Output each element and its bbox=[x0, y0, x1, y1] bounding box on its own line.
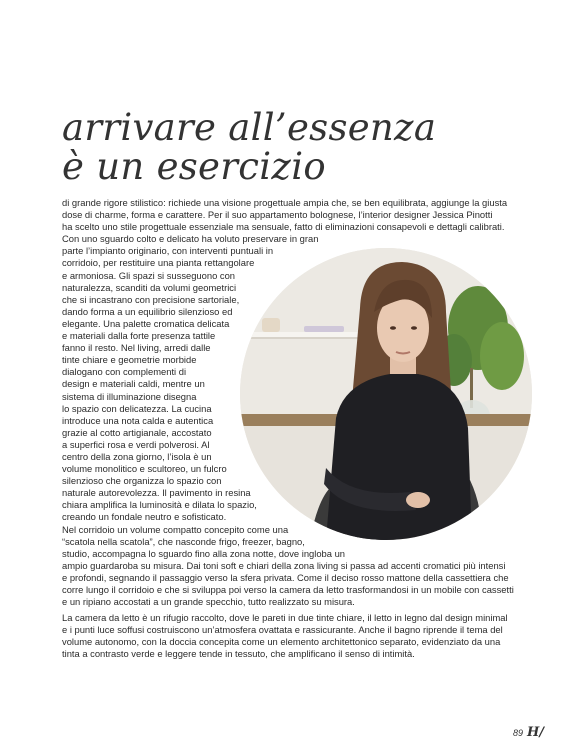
body-line: corridoio, per restituire una pianta rettangolare bbox=[62, 257, 255, 269]
body-line: introduce una nota calda e autentica bbox=[62, 414, 214, 426]
body-line: centro della zona giorno, l’isola è un bbox=[62, 450, 212, 462]
body-line: dialogano con complementi di bbox=[62, 366, 187, 378]
body-line: dose di charme, forma e carattere. Per il suo appartamento bolognese, l’interior designer Jessica Pinotti bbox=[62, 209, 493, 221]
title-line-1: arrivare all’essenza bbox=[62, 106, 437, 149]
body-line: Nel corridoio un volume compatto concepito come una bbox=[62, 523, 289, 535]
body-line: fanno il resto. Nel living, arredi dalle bbox=[62, 342, 211, 354]
body-line: sistema di illuminazione disegna bbox=[62, 390, 197, 402]
body-line: Con uno sguardo colto e delicato ha voluto preservare in gran bbox=[62, 233, 319, 245]
body-line: volume monolitico e scultoreo, un fulcro bbox=[62, 463, 227, 475]
body-line: design e materiali caldi, mentre un bbox=[62, 378, 205, 390]
body-line: parte l’impianto originario, con interventi puntuali in bbox=[62, 245, 274, 257]
body-line: “scatola nella scatola”, che nasconde frigo, freezer, bagno, bbox=[62, 535, 305, 547]
body-line: che si incastrano con precisione sartoriale, bbox=[62, 293, 240, 305]
body-line: e profondi, segnando il passaggio verso la sfera privata. Come il deciso rosso mattone della cassettiera che bbox=[62, 571, 509, 583]
body-line: elegante. Una palette cromatica delicata bbox=[62, 317, 230, 329]
body-line: di grande rigore stilistico: richiede una visione progettuale ampia che, se ben equilibrata, aggiunge la giusta bbox=[62, 197, 508, 208]
body-line: grazie al cotto artigianale, accostato bbox=[62, 426, 212, 438]
article-title bbox=[62, 108, 542, 186]
body-line: ha scelto uno stile progettuale essenziale ma sensuale, fatto di eliminazioni consapevoli e dettagli calibrati. bbox=[62, 221, 505, 233]
body-line: naturalezza, scanditi da volumi geometrici bbox=[62, 281, 237, 293]
body-line: volume autonomo, con la doccia concepita come un elemento architettonico separato, evidenziato da una bbox=[62, 636, 501, 648]
body-line: corre lungo il corridoio e che si sviluppa poi verso la camera da letto trasformandosi in un mobile con cassetti bbox=[62, 584, 514, 595]
body-line: e i punti luce soffusi costruiscono un’atmosfera ovattata e rassicurante. Anche il bagno riprende il tema del bbox=[62, 624, 503, 636]
article-body bbox=[62, 197, 522, 661]
body-line: ampio guardaroba su misura. Dai toni soft e chiari della zona living si passa ad accenti cromatici più intensi bbox=[62, 559, 506, 571]
body-line: lo spazio con delicatezza. La cucina bbox=[62, 402, 212, 414]
body-line: dando forma a un equilibrio silenzioso ed bbox=[62, 305, 233, 317]
body-line: chiara amplifica la luminosità e dilata lo spazio, bbox=[62, 499, 257, 511]
body-line: silenzioso che organizza lo spazio con bbox=[62, 475, 222, 487]
body-line: a superfici rosa e verdi polverosi. Al bbox=[62, 438, 210, 450]
title-line-2: è un esercizio bbox=[62, 145, 326, 188]
body-line: studio, accompagna lo sguardo fino alla zona notte, dove ingloba un bbox=[62, 547, 346, 559]
magazine-logo: H/ bbox=[526, 725, 544, 740]
body-line: creando un fondale neutro e sofisticato. bbox=[62, 511, 227, 523]
body-line: naturale autorevolezza. Il pavimento in resina bbox=[62, 487, 251, 499]
body-line: tinte chiare e geometrie morbide bbox=[62, 354, 197, 366]
body-line: e armoniosa. Gli spazi si susseguono con bbox=[62, 269, 236, 281]
page-footer bbox=[513, 725, 544, 740]
body-line: tinta a contrasto verde e leggere tende in tessuto, che amplificano il senso di intimità. bbox=[62, 648, 415, 660]
page-number: 89 bbox=[512, 728, 523, 738]
body-line: e materiali dalla forte presenza tattile bbox=[62, 330, 216, 342]
body-line: e un ripiano accostati a un grande specchio, tutto realizzato su misura. bbox=[62, 596, 355, 608]
body-line: La camera da letto è un rifugio raccolto, dove le pareti in due tinte chiare, il letto in legno dal design minimal bbox=[62, 612, 508, 624]
